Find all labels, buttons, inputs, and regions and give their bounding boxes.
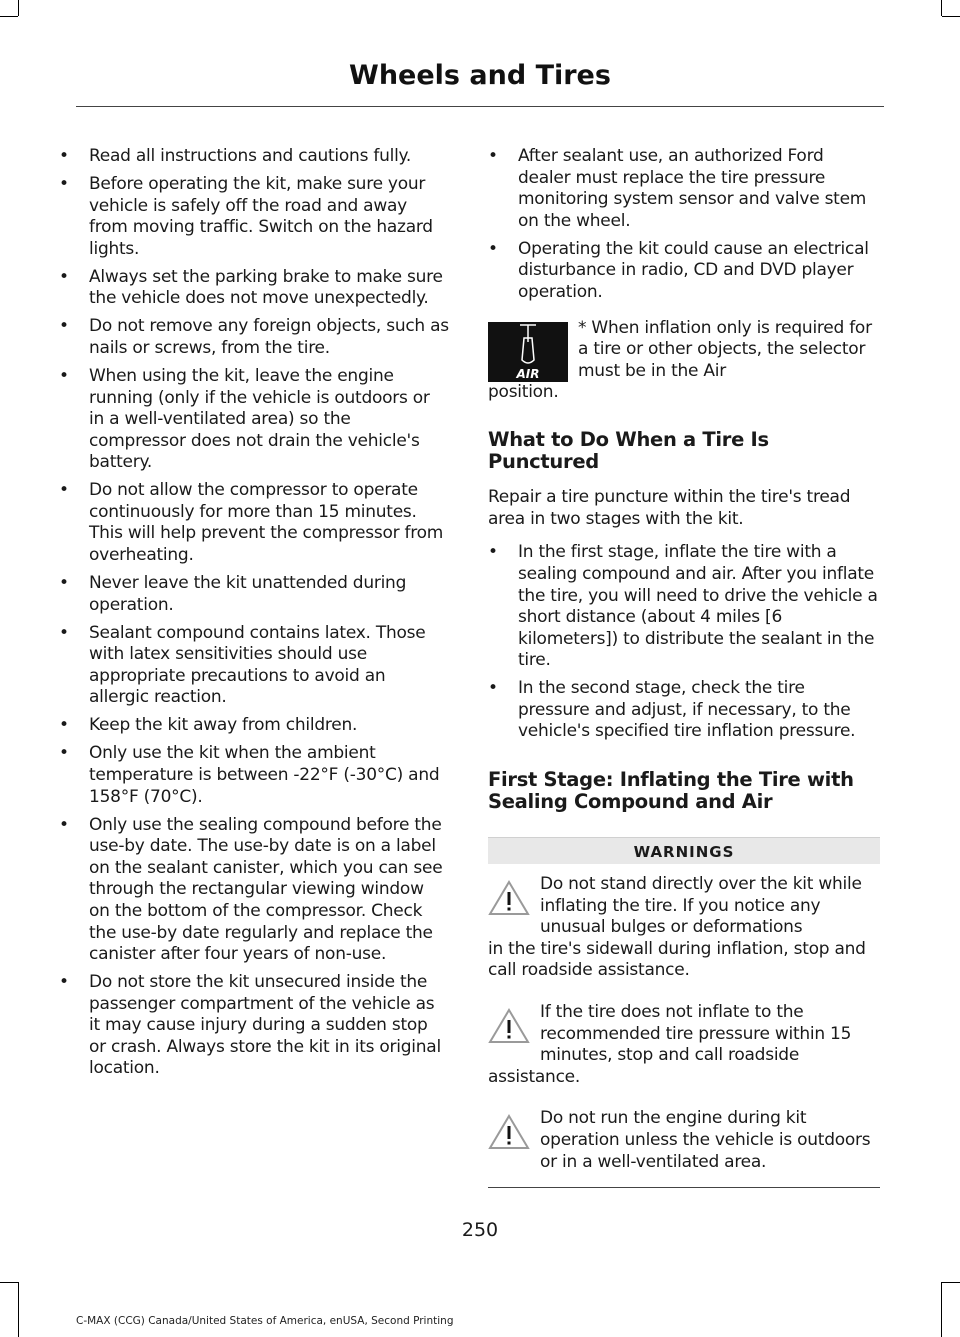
warning-text-cont: assistance. xyxy=(488,1066,581,1087)
list-item: • Only use the sealing compound before the use-by date. The use-by date is on a label on the sealant canister, which you can see through the rectangular viewing window on the bottom of the compressor. Check the use-by date regularly and replace the canister after four years of non-use. xyxy=(59,815,449,966)
section-intro: Repair a tire puncture within the tire's tread area in two stages with the kit. xyxy=(488,487,851,529)
sealant-notes-list xyxy=(488,146,880,304)
list-item: • Sealant compound contains latex. Those with latex sensitivities should use appropriate precautions to avoid an allergic reaction. xyxy=(59,623,449,709)
air-note-text: * When inflation only is required for a tire or other objects, the selector must be in the Air xyxy=(578,317,872,381)
list-item: • Do not store the kit unsecured inside the passenger compartment of the vehicle as it may cause injury during a sudden stop or crash. Always store the kit in its original location. xyxy=(59,972,449,1080)
warnings-divider xyxy=(488,1187,880,1188)
crop-mark xyxy=(0,16,18,17)
list-item: • Always set the parking brake to make sure the vehicle does not move unexpectedly. xyxy=(59,267,449,310)
list-item: • Only use the kit when the ambient temperature is between -22°F (-30°C) and 158°F (70°C). xyxy=(59,743,449,808)
air-icon-label: AIR xyxy=(516,366,540,381)
repair-stages-list xyxy=(488,542,880,743)
air-selector-icon xyxy=(488,322,568,382)
air-note-text-end: position. xyxy=(488,381,559,402)
list-item: • In the first stage, inflate the tire with a sealing compound and air. After you inflate the tire, you will need to drive the vehicle a short distance (about 4 miles [6 kilometers]) to distribute the sealant in the tire. xyxy=(488,542,880,672)
warning-item xyxy=(488,1108,880,1173)
list-item: • After sealant use, an authorized Ford dealer must replace the tire pressure monitoring system sensor and valve stem on the wheel. xyxy=(488,146,880,232)
warning-triangle-icon xyxy=(488,1114,530,1150)
left-column xyxy=(59,146,449,1086)
warning-text: Do not stand directly over the kit while inflating the tire. If you notice any unusual bulges or deformations xyxy=(540,874,862,938)
crop-mark xyxy=(941,1282,942,1337)
crop-mark xyxy=(0,1282,18,1283)
list-item: • In the second stage, check the tire pressure and adjust, if necessary, to the vehicle's specified tire inflation pressure. xyxy=(488,678,880,743)
list-item: • Operating the kit could cause an electrical disturbance in radio, CD and DVD player operation. xyxy=(488,239,880,304)
kit-precautions-list xyxy=(59,146,449,1080)
warning-text: Do not run the engine during kit operation unless the vehicle is outdoors or in a well-ventilated area. xyxy=(540,1108,871,1172)
crop-mark xyxy=(941,0,942,16)
list-item: • Do not remove any foreign objects, such as nails or screws, from the tire. xyxy=(59,316,449,359)
crop-mark xyxy=(942,16,960,17)
crop-mark xyxy=(942,1282,960,1283)
section-heading: What to Do When a Tire Is Punctured xyxy=(488,428,769,474)
list-item: • Keep the kit away from children. xyxy=(59,715,449,737)
warning-triangle-icon xyxy=(488,1008,530,1044)
list-item: • When using the kit, leave the engine running (only if the vehicle is outdoors or in a well-ventilated area) so the compressor does not drain the vehicle's battery. xyxy=(59,366,449,474)
warning-text-cont: in the tire's sidewall during inflation, stop and call roadside assistance. xyxy=(488,938,866,981)
list-item: • Do not allow the compressor to operate continuously for more than 15 minutes. This will help prevent the compressor from overheating. xyxy=(59,480,449,566)
list-item: • Never leave the kit unattended during operation. xyxy=(59,573,449,616)
list-item: • Read all instructions and cautions fully. xyxy=(59,146,449,168)
warning-item xyxy=(488,874,880,982)
crop-mark xyxy=(18,0,19,16)
section-heading: First Stage: Inflating the Tire with Sealing Compound and Air xyxy=(488,768,854,814)
warning-item xyxy=(488,1002,880,1088)
warning-triangle-icon xyxy=(488,880,530,916)
right-column xyxy=(488,146,880,1188)
header-divider xyxy=(76,106,884,107)
page-title: Wheels and Tires xyxy=(349,60,611,91)
footer-text: C-MAX (CCG) Canada/United States of America, enUSA, Second Printing xyxy=(76,1315,454,1327)
warning-text: If the tire does not inflate to the recommended tire pressure within 15 minutes, stop and call roadside xyxy=(540,1002,852,1066)
page-number: 250 xyxy=(461,1219,499,1241)
warnings-header: WARNINGS xyxy=(488,837,880,864)
crop-mark xyxy=(18,1282,19,1337)
air-selector-figure xyxy=(488,318,880,382)
list-item: • Before operating the kit, make sure your vehicle is safely off the road and away from moving traffic. Switch on the hazard lights. xyxy=(59,174,449,260)
